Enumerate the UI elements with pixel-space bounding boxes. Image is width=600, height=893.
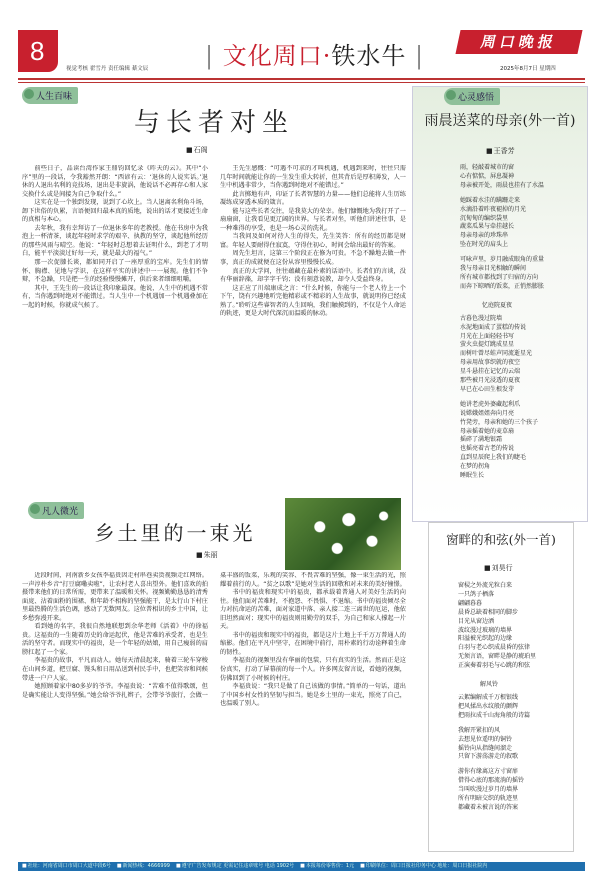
poem-line: 星斗悬挂在记忆的云端 <box>460 368 521 376</box>
paragraph: 其中，王先生的一段话让我印象最深。他说，人生中的机遇不常有，当你遇到时绝对不能错过。当人生中一个机遇加一个机遇叠加在一起的时候，你就成气候了。 <box>22 284 208 309</box>
footer-item: ■ 印刷单位：周口日报社印务中心 地址：周口日报社院内 <box>360 863 487 869</box>
paragraph: 这正应了川端康成之言：“什么时候，你能与一个老人待上一个下午，饶有兴趣地听完他精彩或不精彩的人生故事，就说明你已经成熟了。”聆听这些睿智者的人生回响，我们触摸到的，不仅是个人命运的轨迹，更是大时代深沉而温暖的脉动。 <box>220 284 406 318</box>
article-author: ■ 朱丽 <box>196 550 218 560</box>
poem-line: 也摇亮着古老的传说 <box>460 445 515 453</box>
poem-line: 我解开紧扣的风 <box>458 726 501 734</box>
paragraph: 李福贵的视频里没有华丽的包装，只有真实的生活。然而正是这份真实，打动了屏幕前的每一个人。许多网友留言说，看她的视频，仿佛回到了小时候的村庄。 <box>220 657 406 682</box>
paragraph: 真正的大学问，往往蕴藏在最朴素的话语中。长者们的言谈，没有华丽辞藻，却字字千钧；没有刻意说教，却令人受益终身。 <box>220 267 406 284</box>
stanza-gap <box>460 481 544 487</box>
poem-line: 都藏着未被言说的答案 <box>458 803 519 811</box>
footer-bar <box>18 862 585 871</box>
poem-line: 她讲老虎外婆藏起利爪 <box>460 400 521 408</box>
poem-line: 说嫦娥姐姐奔向月亮 <box>460 409 515 417</box>
poem-line: 直到星辰爬上我们的睫毛 <box>460 454 527 462</box>
section-tag: 凡人微光 <box>28 502 84 519</box>
poem-line: 蔬菜瓜果与牵挂越长 <box>460 223 515 231</box>
poem-line: 无须言语，窗畔是静的琥珀里 <box>458 653 537 661</box>
paragraph: 去年秋，我有幸拜访了一位退休多年的老教授。他在书房中为我泡上一杯清茶，谈起年轻时求学的艰辛、执教的坚守，谈起他所经历的那些风雨与晴空。他说：“年轻时总想着去证明什么，到老了才明白，能平平淡淡过好每一天，就是最大的福气。” <box>22 224 208 258</box>
poem-line: 游你有缘离这方寸窗扉 <box>458 768 519 776</box>
poem-line: 我与母亲目光相触的瞬间 <box>460 265 527 273</box>
poem-line: 母亲被开处，雨晨也挂有了水温 <box>460 181 545 189</box>
poem-subtitle: 解风铃 <box>480 681 499 689</box>
band-title-main: 文化周口· <box>222 42 332 70</box>
article-author: ■ 石阁 <box>186 145 208 155</box>
poem-line: 可咏声里，岁月融成眼角的重量 <box>460 256 545 264</box>
poem-line: 所有明暗交织的轨迹里 <box>458 795 519 803</box>
paragraph: 李福贵的故事，平凡而动人。她每天清晨起来，骑着三轮车穿梭在山间乡道，把豆腐、馒头和日用品送到村民手中，也把笑容和问候带进一户户人家。 <box>22 657 208 682</box>
poem-line: 水泥地面成了蛋糕的传说 <box>460 323 527 331</box>
paragraph: 书中的福贵和现实中的福贵，都是这片土地上千千万万普通人的缩影。他们在平凡中坚守，在困境中前行，用朴素的行动诠释着生命的韧性。 <box>220 631 406 656</box>
section-tag: 心灵感悟 <box>444 88 500 105</box>
footer-item: ■ 新闻热线：4666999 <box>117 863 170 869</box>
poem-line: 只留下游荡游走的叙歌 <box>458 753 519 761</box>
poem-line: 把风揉出水纹般的颤辉 <box>458 702 519 710</box>
poem-line: 摇铃向从指缝间溜走 <box>458 744 513 752</box>
paragraph: 李福贵说：“我只是做了自己该做的事情。”简单的一句话，道出了中国乡村女性的坚韧与担当。她是乡土里的一束光，照亮了自己，也温暖了别人。 <box>220 683 406 708</box>
header-rule <box>18 82 585 83</box>
stanza-gap <box>458 813 536 819</box>
poem-line: 那些被月光浸透的夏夜 <box>460 377 521 385</box>
poem-line: 目光从窗边洒 <box>458 617 495 625</box>
poem-title: 窗畔的和弦(外一首) <box>446 532 556 547</box>
paragraph: 这实在是一个独到发现，说到了心坎上。当人退离名利角斗场，卸下世俗的负累，言语便回归最本真的质地，说出的话才更接近生命的真相与本心。 <box>22 199 208 224</box>
paragraph: 近段时间，河南新乡女孩李福贵因走村串巷卖货视频走红网络。一声淳朴乡音“打豆腐嘞卖啦”，让农村老人喜出望外。他们喜欢的拍摄带来他们的日常所需，更带来了温暖和关怀。视频勤勤恳恳的清秀面庞、沾着面粉的围裙、和年龄不相称的坚强能干，是太行山下村庄里最热腾的生活色调，感动了无数网友。这位普相识的乡土中国，让乡愁弥漫开来。 <box>22 572 208 622</box>
paragraph: 看到她的名字，我很自然地联想到余华老师《活着》中的徐福贵。这福贵的一生随着历史的命运起伏，他是苦难的承受者，也是生活的坚守者。而现实中的福贵，是一个年轻的姑娘，用自己瘦弱的肩膀扛起了一个家。 <box>22 623 208 656</box>
paragraph: 书中的福贵和现实中的福贵，都承载着普通人对美好生活的向往。他们面对苦难时，不抱怨、不畏惧、不退缩。书中的福贵倾尽全力对抗命运的苦难，面对家道中落、亲人接二连三离世的厄运，他依旧坦然面对；现实中的福贵则用勤劳的双手，为自己和家人撑起一片天。 <box>220 589 406 631</box>
poem-line: 萤火虫提灯跳成星星 <box>460 341 515 349</box>
paragraph: 那一次促膝长谈，都如同开启了一座厚重的宝库。先生们的情怀、胸襟、见地与学识，在这样平实的讲述中一一展现。他们不争辩，不急躁，只是把一生的经验慢慢摊开，供后来者细细咀嚼。 <box>22 259 208 284</box>
poem-line: 去想见位遥明的铜铃 <box>458 735 513 743</box>
poem-line: 心有惦惦，屏息凝神 <box>460 172 515 180</box>
poem-line: 而奔下晾晒的饭菜，正悄然膨胀 <box>460 282 545 290</box>
poem-line: 而树叶曾尽蛙声同流逝星光 <box>460 350 533 358</box>
daisy-flowers-photo <box>285 498 401 570</box>
poem-title: 雨晨送菜的母亲(外一首) <box>424 113 576 129</box>
poem-line: 窗棂之外流光粒白来 <box>458 582 513 589</box>
poem-line: 正演奏着羽毛与心跳的和弦 <box>458 662 531 670</box>
poem-line: 早已在心田生根发芽 <box>460 385 515 393</box>
poem-author: ■ 王香芳 <box>486 146 515 156</box>
poem-line: 水滴沿着昨夜褪掉的月光 <box>460 205 527 213</box>
poem-line: 月光在上面轻轻书写 <box>460 332 515 340</box>
newspaper-logo: 周口晚报 <box>455 30 582 54</box>
poem-line: 当叫吹漫过岁月的墙界 <box>458 786 519 794</box>
header-rule <box>18 78 585 80</box>
poem-line: 一只鸽子栖落 <box>458 590 495 598</box>
footer-item: ■ 本报每份零售价：1元 <box>300 863 354 869</box>
poem-body <box>460 164 544 487</box>
poem-author: ■ 刘昊行 <box>484 563 513 573</box>
poem-line: 借得心底的那流淌的摇铃 <box>458 777 525 785</box>
poem-line: 母亲摇着她的麦草扇 <box>460 427 515 435</box>
poem-line: 雨，轻敲着城市的窗 <box>460 164 515 171</box>
poem-subtitle: 忆庭院夏夜 <box>482 301 513 309</box>
issue-date: 2025年8月7日 星期四 <box>500 66 556 72</box>
footer-item: ■ 社址：河南省周口市周口大道中段6号 <box>22 863 111 869</box>
footer-item: ■ 遵守广告发布规定 更需记住违章账号 电话 1902号 <box>176 863 294 869</box>
article-body <box>22 572 406 858</box>
poem-line: 所有城市都找到了归宿的方向 <box>460 273 539 281</box>
poem-line: 她踩着水洼的蹒跚走来 <box>460 196 521 204</box>
poem-body <box>458 582 536 819</box>
poem-line: 摇碎了满地银霜 <box>460 436 503 444</box>
stanza-gap <box>460 292 544 298</box>
article-title: 与长者对坐 <box>133 108 294 138</box>
poem-line: 沉甸甸的编织袋里 <box>460 214 509 222</box>
poem-line: 竹凳旁，母亲和她的三个孩子 <box>460 418 539 426</box>
poem-line: 阳溢被光织起的边缘 <box>458 635 513 643</box>
paragraph: 当我问及如何对待人生的得失，先生笑答：所有的经历都是财富。年轻人要耐得住寂寞，守得住初心，时间会给出最好的答案。 <box>220 233 406 249</box>
poem-line: 云絮编解成千万根银线 <box>458 693 519 701</box>
article-title: 乡土里的一束光 <box>94 521 256 545</box>
section-band-title: | 文化周口·铁水牛 | <box>205 42 425 70</box>
article-body <box>22 165 406 445</box>
page-number: 8 <box>18 30 58 72</box>
poem-line: 母亲母亲的珍珠串 <box>460 232 509 240</box>
paragraph: 前些日子，品读台湾作家王鼎钧回忆录《昨天的云》。其中“小序”里的一段话，令我豁然开朗：“西谚有云：‘退休的人说实话。’退休的人退出名利的竞技场，退出是非旋涡，他说话不必再存心和人家交换什么或是间接为自己争取什么。” <box>22 165 208 198</box>
band-title-sub: 铁水牛 <box>331 42 407 70</box>
paragraph: 王先生感慨：“可遇不可求的才叫机遇，机遇到来时，往往只需几年时间就能让你的一生发生重大转折，但其背后是厚积薄发，人一生中机遇非常少，当你遇到时绝对不能错过。” <box>220 165 406 190</box>
paragraph: 周先生坦言，这第三个阶段正在修为可贵。不急不躁地去做一件事，真正的成就便在这份从容里慢慢长成。 <box>220 250 406 267</box>
poem-line: 睡眠生长 <box>460 472 485 480</box>
poem-line: 晨昏总缺着相同的脚步 <box>458 608 519 616</box>
poem-line: 在梦的拐角 <box>460 463 491 471</box>
poem-line: 把雨拉成千山海角般的诗篇 <box>458 711 531 719</box>
poem-line: 白羽与老心织成晨昏的弦律 <box>458 644 531 652</box>
poem-line: 母亲用故事织就的夜空 <box>460 359 521 367</box>
paragraph: 能与这些长者交往，是我莫大的荣幸。他们慷慨地为我打开了一扇扇窗，让我看见更辽阔的世界。与长者对坐，听他们讲述往事，是一种难得的享受，也是一场心灵的洗礼。 <box>220 207 406 232</box>
section-tag: 人生百味 <box>22 87 78 104</box>
poem-line: 坠在时光的肩头上 <box>460 241 509 249</box>
poem-line: 古暮色漫过院墙 <box>460 314 503 322</box>
poem-line: 翩翩暮暮 <box>458 599 483 607</box>
paragraph: 此言掷地有声，印证了长者智慧的力量——他们总能将人生历练凝练成穿透本质的箴言。 <box>220 190 406 207</box>
paragraph: 她照顾着家中80多岁的爷爷。李福贵说：“苦难不值得歌颂，但是确实能让人变得坚强。”她会给爷爷扎辫子，会带爷爷旅行，会做一桌丰盛的饭菜，乐观的笑容、不畏苦难的坚强，像一束生活的光，照耀着前行的人。“贫之以歌”是她对生活的回敬和对未来的美好憧憬。 <box>22 572 406 699</box>
staff-credits: 视觉考核 翟雪丹 责任编辑 綦文辰 <box>66 66 149 72</box>
poem-line: 波纹漫过玻璃的墙界 <box>458 626 513 634</box>
stanza-gap <box>458 671 536 677</box>
